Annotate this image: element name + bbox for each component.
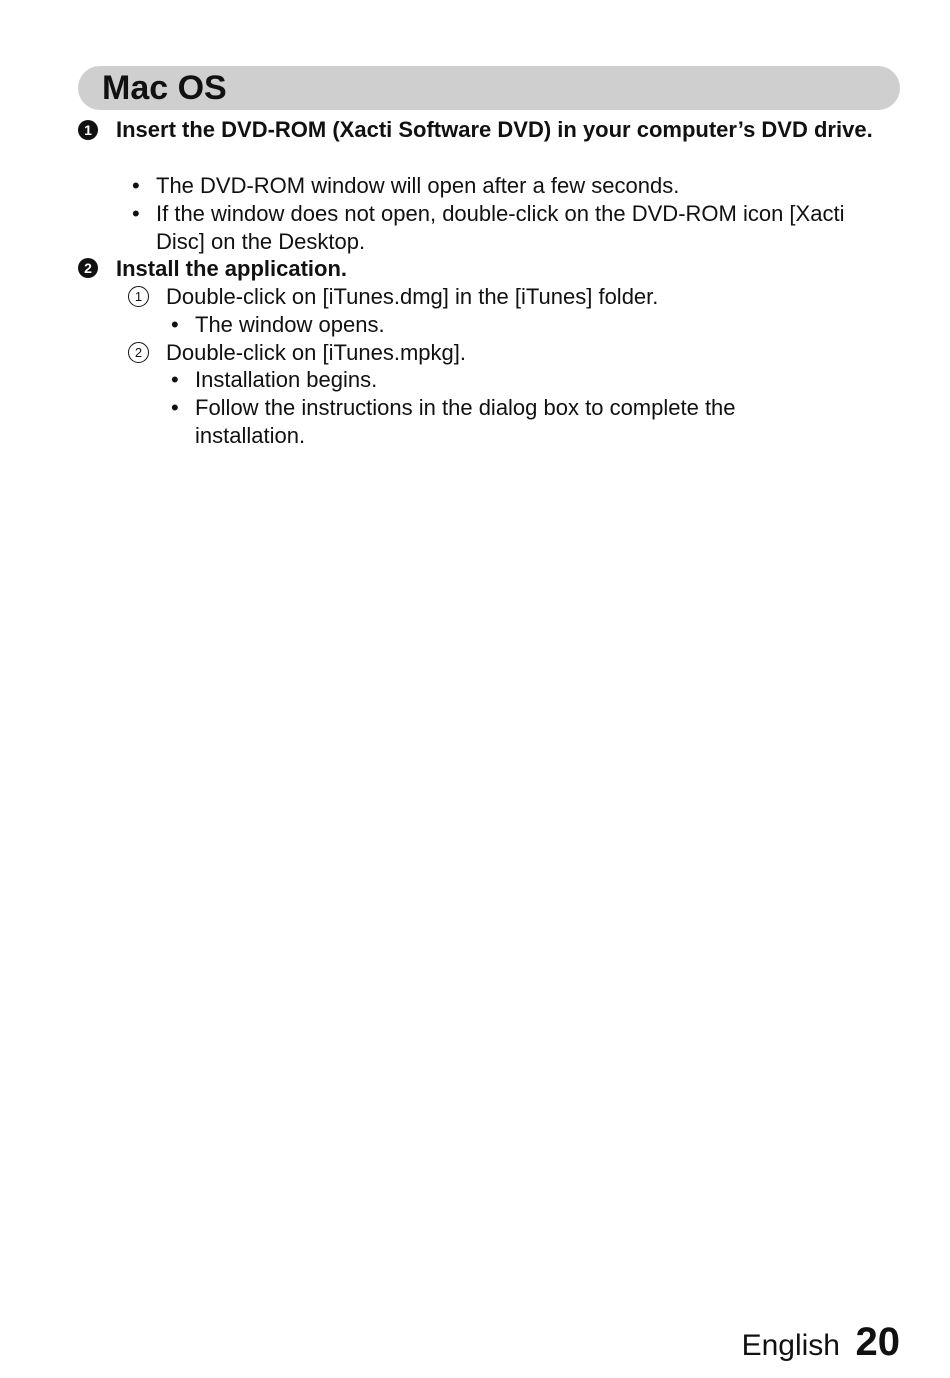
bullet-glyph: • <box>132 173 140 198</box>
substep-2-bullet-1: Installation begins. <box>195 367 378 392</box>
step-2-marker: 2 <box>78 258 98 278</box>
page-number: 20 <box>855 1320 900 1364</box>
section-title: Mac OS <box>102 69 227 107</box>
bullet-glyph: • <box>132 201 140 226</box>
bullet-glyph: • <box>171 395 179 420</box>
footer-language: English <box>741 1329 840 1362</box>
bullet-glyph: • <box>171 312 179 337</box>
step-1-bullet-1: The DVD-ROM window will open after a few seconds. <box>156 173 680 198</box>
substep-1-text: Double-click on [iTunes.dmg] in the [iTunes] folder. <box>166 284 659 309</box>
substep-2-marker: 2 <box>128 342 149 363</box>
section-heading-bar <box>78 66 900 110</box>
step-1-bullet-2: If the window does not open, double-click on the DVD-ROM icon [Xacti Disc] on the Desktop. <box>156 201 845 254</box>
step-2-heading: Install the application. <box>116 256 348 281</box>
step-1-marker: 1 <box>78 120 98 140</box>
bullet-glyph: • <box>171 367 179 392</box>
step-1-heading: Insert the DVD-ROM (Xacti Software DVD) in your computer’s DVD drive. <box>116 117 873 142</box>
substep-2-text: Double-click on [iTunes.mpkg]. <box>166 340 466 365</box>
substep-2-bullet-2: Follow the instructions in the dialog box to complete the installation. <box>195 395 736 448</box>
substep-1-bullet-1: The window opens. <box>195 312 385 337</box>
substep-1-marker: 1 <box>128 286 149 307</box>
